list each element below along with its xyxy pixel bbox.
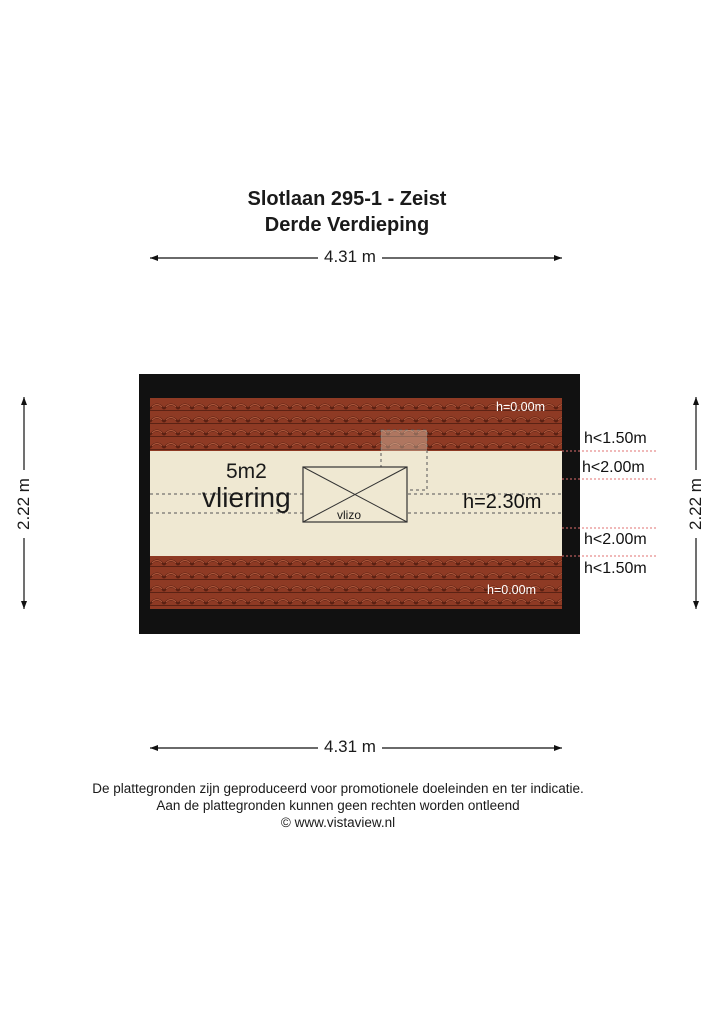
hatch-label: vlizo: [337, 508, 362, 522]
upper-height-150: h<1.50m: [584, 430, 647, 447]
upper-height-200: h<2.00m: [582, 459, 645, 476]
disclaimer-line-1: De plattegronden zijn geproduceerd voor promotionele doeleinden en ter indicatie.: [92, 781, 584, 796]
left-height-label: 2.22 m: [14, 470, 34, 538]
lower-height-150: h<1.50m: [584, 560, 647, 577]
top-width-label: 4.31 m: [318, 247, 382, 267]
lower-height-200: h<2.00m: [584, 531, 647, 548]
copyright-link[interactable]: © www.vistaview.nl: [280, 815, 396, 830]
right-height-label: 2.22 m: [686, 470, 706, 538]
room-area: 5m2: [226, 460, 267, 483]
floor-name: Derde Verdieping: [264, 214, 430, 236]
room-name: vliering: [202, 482, 291, 513]
plan-title: Slotlaan 295-1 - Zeist: [247, 188, 447, 210]
center-height: h=2.30m: [463, 491, 542, 513]
disclaimer-line-2: Aan de plattegronden kunnen geen rechten worden ontleend: [156, 798, 520, 813]
bottom-width-label: 4.31 m: [318, 737, 382, 757]
bottom-roof-height: h=0.00m: [487, 583, 536, 597]
top-roof-height: h=0.00m: [496, 400, 545, 414]
